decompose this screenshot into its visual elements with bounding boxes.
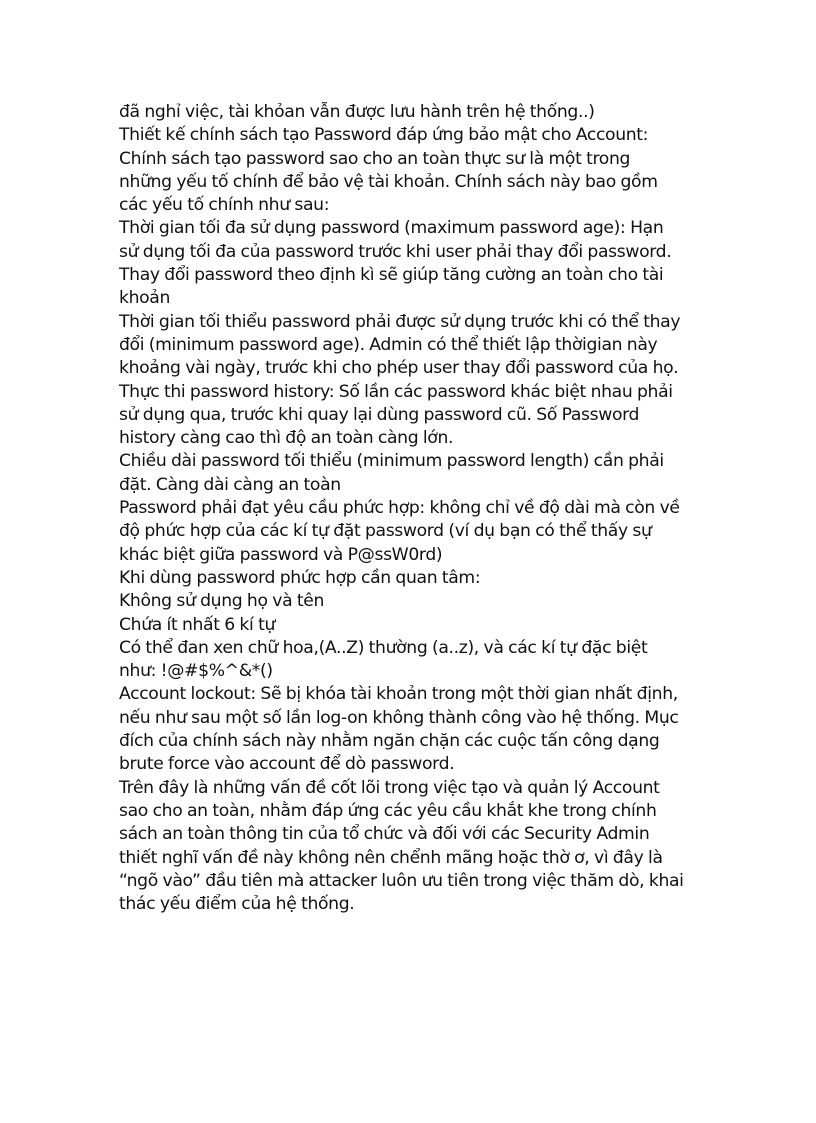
text-line: khác biệt giữa password và P@ssW0rd)	[119, 544, 443, 565]
text-line: độ phức hợp của các kí tự đặt password (ví dụ bạn có thể thấy sự	[119, 521, 652, 542]
text-line: thác yếu điểm của hệ thống.	[119, 894, 355, 915]
text-line: Thiết kế chính sách tạo Password đáp ứng bảo mật cho Account:	[119, 125, 649, 146]
text-line: thiết nghĩ vấn đề này không nên chểnh mãng hoặc thờ ơ, vì đây là	[119, 847, 663, 868]
text-line: những yếu tố chính để bảo vệ tài khoản. Chính sách này bao gồm	[119, 171, 658, 192]
text-line: sách an toàn thông tin của tổ chức và đối với các Security Admin	[119, 824, 650, 845]
text-line: Chính sách tạo password sao cho an toàn thực sư là một trong	[119, 148, 631, 169]
text-line: Thời gian tối thiểu password phải được sử dụng trước khi có thể thay	[119, 311, 681, 332]
text-line: sao cho an toàn, nhằm đáp ứng các yêu cầu khắt khe trong chính	[119, 800, 657, 821]
text-line: Thực thi password history: Số lần các password khác biệt nhau phải	[119, 381, 673, 402]
text-line: Trên đây là những vấn đề cốt lõi trong việc tạo và quản lý Account	[119, 777, 660, 798]
text-line: khoảng vài ngày, trước khi cho phép user thay đổi password của họ.	[119, 358, 679, 379]
text-line: đổi (minimum password age). Admin có thể thiết lập thờigian này	[119, 334, 658, 355]
text-line: như: !@#$%^&*()	[119, 661, 273, 682]
text-line: Khi dùng password phức hợp cần quan tâm:	[119, 567, 481, 588]
text-line: Account lockout: Sẽ bị khóa tài khoản trong một thời gian nhất định,	[119, 684, 678, 705]
text-line: khoản	[119, 288, 171, 309]
text-line: đã nghỉ việc, tài khỏan vẫn được lưu hành trên hệ thống..)	[119, 102, 595, 122]
text-line: Thời gian tối đa sử dụng password (maximum password age): Hạn	[119, 218, 664, 239]
document-body	[119, 101, 711, 916]
text-line: brute force vào account để dò password.	[119, 754, 455, 775]
text-line: nếu như sau một số lần log-on không thành công vào hệ thống. Mục	[119, 707, 679, 728]
text-line: Không sử dụng họ và tên	[119, 591, 325, 612]
text-line: history càng cao thì độ an toàn càng lớn.	[119, 428, 454, 449]
text-line: đặt. Càng dài càng an toàn	[119, 474, 341, 495]
text-line: sử dụng qua, trước khi quay lại dùng password cũ. Số Password	[119, 404, 640, 425]
text-line: đích của chính sách này nhằm ngăn chặn các cuộc tấn công dạng	[119, 731, 660, 752]
text-line: Password phải đạt yêu cầu phức hợp: không chỉ về độ dài mà còn về	[119, 498, 680, 519]
text-line: Chứa ít nhất 6 kí tự	[119, 614, 276, 635]
text-line: “ngõ vào” đầu tiên mà attacker luôn ưu tiên trong việc thăm dò, khai	[119, 870, 684, 891]
text-line: Chiều dài password tối thiểu (minimum password length) cần phải	[119, 451, 664, 472]
text-line: các yếu tố chính như sau:	[119, 195, 330, 216]
text-line: sử dụng tối đa của password trước khi user phải thay đổi password.	[119, 241, 672, 262]
text-line: Có thể đan xen chữ hoa,(A..Z) thường (a..z), và các kí tự đặc biệt	[119, 637, 648, 658]
text-line: Thay đổi password theo định kì sẽ giúp tăng cường an toàn cho tài	[119, 265, 664, 286]
